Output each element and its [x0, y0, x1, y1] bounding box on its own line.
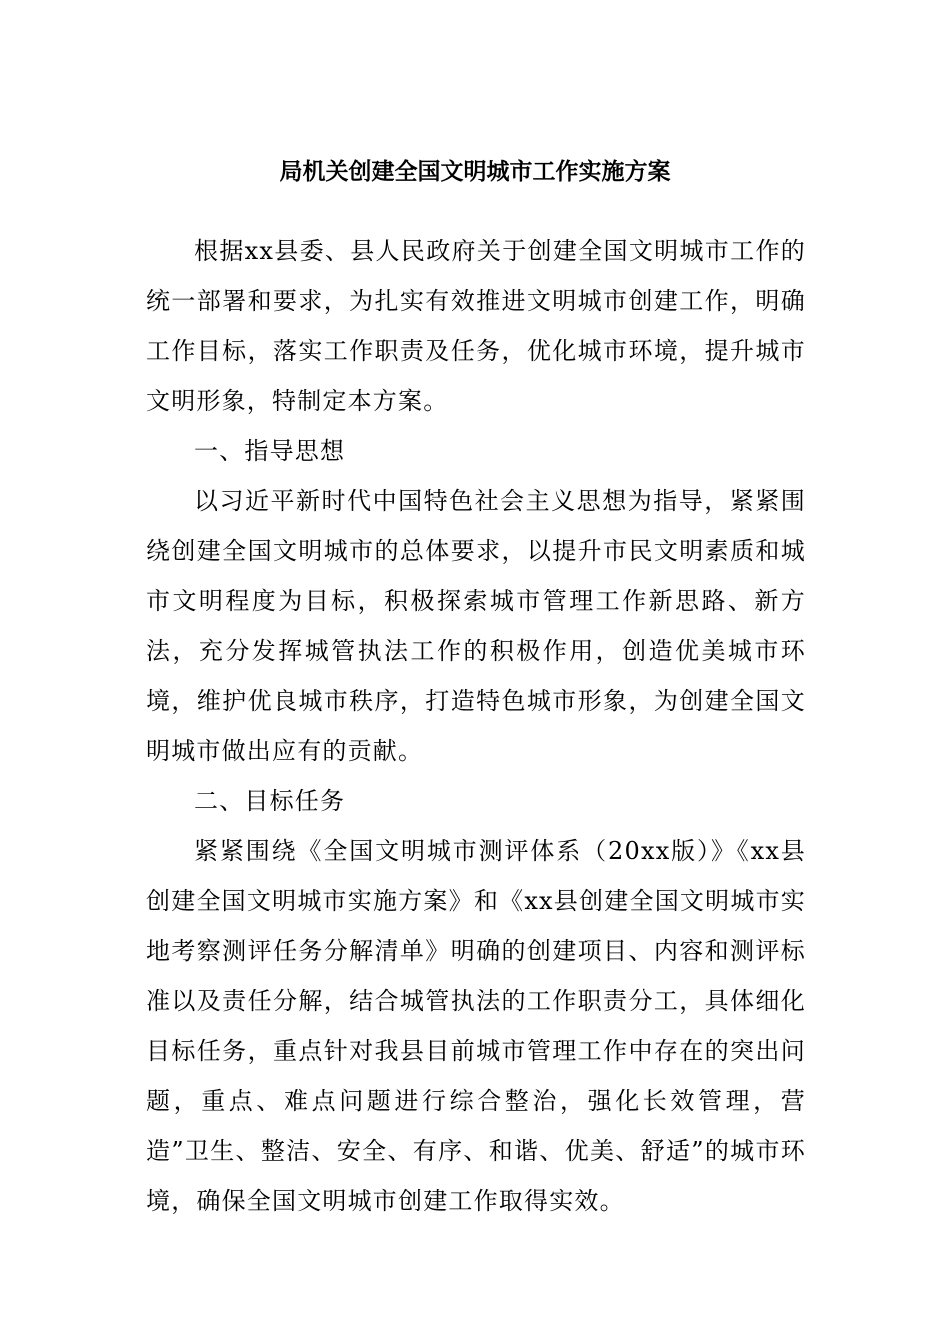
document-title: 局机关创建全国文明城市工作实施方案	[279, 159, 671, 185]
section-heading-goals-tasks: 二、目标任务	[194, 787, 346, 815]
section-1-body-block	[146, 476, 806, 776]
intro-block	[146, 226, 806, 426]
section-2-body-block	[146, 826, 806, 1226]
intro-paragraph: 根据xx县委、县人民政府关于创建全国文明城市工作的统一部署和要求，为扎实有效推进文明城市创建工作，明确工作目标，落实工作职责及任务，优化城市环境，提升城市文明形象，特制定本方案。	[146, 237, 806, 415]
section-paragraph-goals-tasks: 紧紧围绕《全国文明城市测评体系（20xx版）》《xx县创建全国文明城市实施方案》和《xx县创建全国文明城市实地考察测评任务分解清单》明确的创建项目、内容和测评标准以及责任分解，结合城管执法的工作职责分工，具体细化目标任务，重点针对我县目前城市管理工作中存在的突出问题，重点、难点问题进行综合整治，强化长效管理，营造”卫生、整洁、安全、有序、和谐、优美、舒适”的城市环境，确保全国文明城市创建工作取得实效。	[146, 837, 806, 1215]
section-heading-guiding-ideology: 一、指导思想	[194, 437, 346, 465]
section-1-heading-block	[146, 426, 806, 476]
section-paragraph-guiding-ideology: 以习近平新时代中国特色社会主义思想为指导，紧紧围绕创建全国文明城市的总体要求，以提升市民文明素质和城市文明程度为目标，积极探索城市管理工作新思路、新方法，充分发挥城管执法工作的积极作用，创造优美城市环境，维护优良城市秩序，打造特色城市形象，为创建全国文明城市做出应有的贡献。	[146, 487, 806, 765]
section-2-heading-block	[146, 776, 806, 826]
